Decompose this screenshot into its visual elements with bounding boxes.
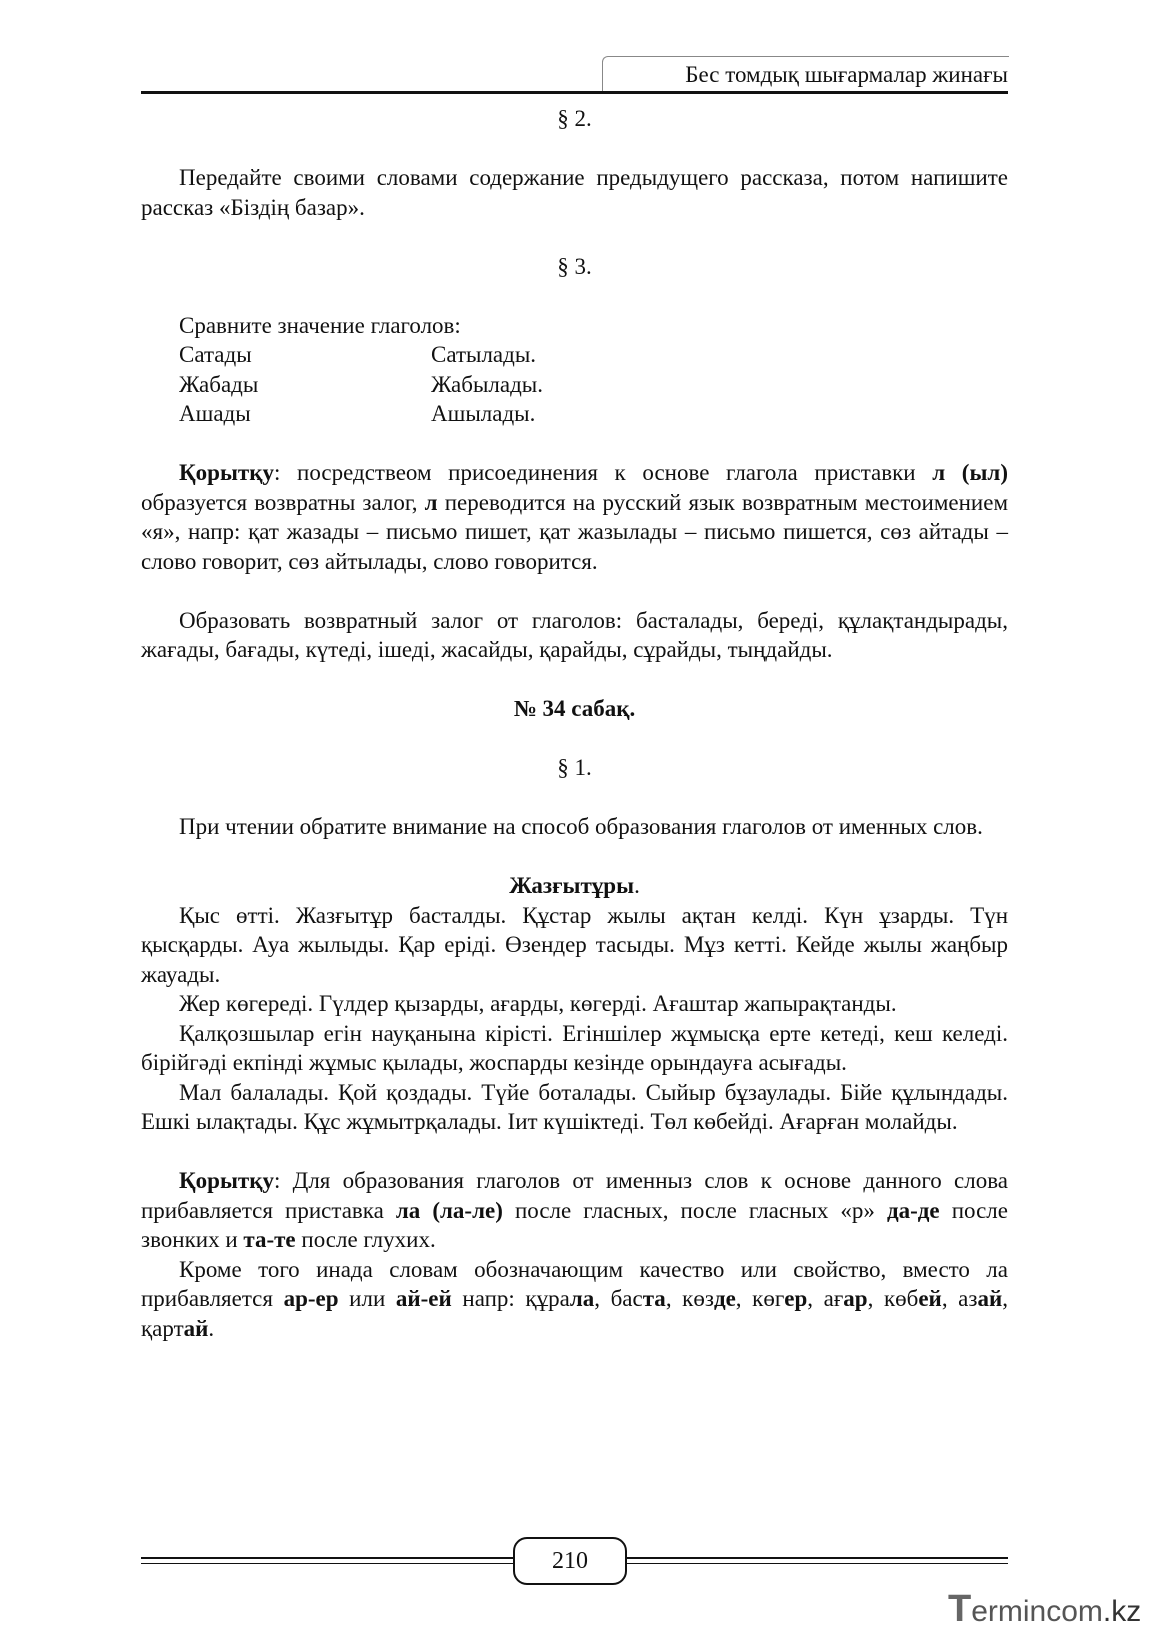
lesson-title-text: № 34 сабақ. bbox=[513, 696, 636, 721]
running-header-title: Бес томдық шығармалар жинағы bbox=[685, 62, 1008, 87]
rule-text: после гласных, после гласных «р» bbox=[502, 1197, 887, 1223]
rule-bold: де bbox=[713, 1286, 736, 1311]
rule-text: переводится на русский язык возвратным местоимением «я», напр: қат жазады – письмо пишет, қат жазылады – письмо пишется, сөз айтады – слово говорит, сөз айтылады, слово говорится. bbox=[141, 489, 1008, 574]
watermark-text: erminc bbox=[971, 1595, 1062, 1628]
magnifier-icon: o bbox=[1061, 1595, 1078, 1628]
rule-text: : посредствеом присоединения к основе глагола приставки bbox=[273, 460, 933, 485]
section-heading-3: § 3. bbox=[557, 253, 592, 279]
rule-text: после глухих. bbox=[295, 1227, 436, 1252]
paragraph-reading: При чтении обратите внимание на способ образования глаголов от именных слов. bbox=[179, 814, 983, 839]
watermark-text: m bbox=[1077, 1595, 1103, 1628]
rule-text: Кроме того инада словам обозначающим качество или свойство, вместо ла прибавляется bbox=[141, 1256, 1008, 1311]
rule-text: , ағ bbox=[807, 1286, 844, 1311]
exercise-paragraph: Образовать возвратный залог от глаголов: басталады, береді, құлақтандырады, жағады, бағады, күтеді, ішеді, жасайды, қарайды, сұрайды, тыңдайды. bbox=[141, 607, 1008, 662]
watermark-letter: T bbox=[948, 1588, 972, 1630]
verb-active: Ашады bbox=[179, 401, 251, 426]
verb-pair-row bbox=[141, 340, 1008, 370]
rule-label: Қорытқу bbox=[179, 460, 274, 485]
rule-text: . bbox=[208, 1315, 215, 1341]
story-paragraph: Қалқозшылар егін науқанына кірісті. Егіншілер жұмысқа ерте кетеді, кеш келеді. бірійгәді екпінді жұмыс қылады, жоспарды кезінде орындауға асығады. bbox=[141, 1020, 1008, 1075]
rule-bold: да-де bbox=[887, 1197, 940, 1223]
watermark-domain: .kz bbox=[1102, 1595, 1142, 1628]
header-rule bbox=[141, 91, 1008, 94]
rule-quality-words bbox=[141, 1255, 1008, 1344]
section-heading-2: § 2. bbox=[557, 106, 592, 131]
verb-reflexive: Жабылады. bbox=[431, 371, 543, 397]
rule-bold: ла bbox=[569, 1286, 595, 1311]
rule-text: напр: құра bbox=[451, 1286, 570, 1311]
section-heading-1: § 1. bbox=[557, 755, 592, 780]
verb-pair-row bbox=[141, 399, 1008, 429]
verb-reflexive: Ашылады. bbox=[431, 401, 536, 426]
rule-text: , қарт bbox=[141, 1286, 1008, 1341]
verb-active: Жабады bbox=[179, 371, 259, 397]
verb-active: Сатады bbox=[179, 342, 252, 367]
rule-text: , көз bbox=[665, 1286, 714, 1311]
rule-text: после звонких и bbox=[141, 1197, 1008, 1252]
story-paragraph: Қыс өтті. Жазғытұр басталды. Құстар жылы ақтан келді. Күн ұзарды. Түн қысқарды. Ауа жылыды. Қар еріді. Өзендер тасыды. Мұз кетті. Кейде жылы жаңбыр жауады. bbox=[141, 902, 1008, 987]
rule-text: или bbox=[338, 1286, 396, 1311]
story-paragraph: Мал балалады. Қой қоздады. Түйе боталады. Сыйыр бұзаулады. Бійе құлындады. Ешкі ылақтады. Құс жұмытрқалады. Іит күшіктеді. Төл көбейді. Ағарған молайды. bbox=[141, 1079, 1008, 1134]
rule-bold: та bbox=[642, 1286, 666, 1311]
rule-bold: л bbox=[424, 489, 438, 515]
page-body bbox=[141, 104, 1008, 1343]
rule-bold: ей bbox=[918, 1286, 942, 1311]
compare-intro: Сравните значение глаголов: bbox=[179, 312, 461, 338]
story-paragraph: Жер көгереді. Гүлдер қызарды, ағарды, көгерді. Ағаштар жапырақтанды. bbox=[179, 991, 897, 1016]
rule-bold: та-те bbox=[243, 1227, 296, 1252]
rule-text: образуется возвратны залог, bbox=[141, 489, 425, 515]
rule-reflexive bbox=[141, 458, 1008, 576]
story-title-dot: . bbox=[634, 873, 640, 898]
story-title-text: Жазғытұры bbox=[509, 873, 635, 898]
verb-reflexive: Сатылады. bbox=[431, 342, 537, 367]
rule-bold: ар bbox=[843, 1286, 868, 1311]
rule-text: : Для образования глаголов от именныз слов к основе данного слова прибавляется приставка bbox=[141, 1168, 1008, 1223]
page-number: 210 bbox=[513, 1537, 627, 1585]
rule-text: , көг bbox=[735, 1286, 785, 1311]
rule-bold: ай-ей bbox=[395, 1286, 452, 1311]
rule-bold: л (ыл) bbox=[932, 460, 1008, 485]
rule-label: Қорытқу bbox=[179, 1168, 274, 1193]
rule-verb-formation bbox=[141, 1166, 1008, 1255]
rule-bold: ар-ер bbox=[283, 1286, 339, 1311]
rule-text: , бас bbox=[594, 1286, 643, 1311]
lesson-title bbox=[141, 694, 1008, 724]
rule-text: , көб bbox=[867, 1286, 919, 1311]
verb-pair-row bbox=[141, 370, 1008, 400]
rule-bold: ла (ла-ле) bbox=[395, 1197, 503, 1223]
paragraph-retell: Передайте своими словами содержание предыдущего рассказа, потом напишите рассказ «Біздің базар». bbox=[141, 165, 1008, 220]
story-title bbox=[141, 871, 1008, 901]
rule-bold: ер bbox=[784, 1286, 808, 1311]
rule-bold: ай bbox=[977, 1286, 1003, 1311]
rule-text: , аз bbox=[941, 1286, 978, 1311]
rule-bold: ай bbox=[183, 1315, 209, 1341]
watermark-logo bbox=[948, 1588, 1148, 1630]
